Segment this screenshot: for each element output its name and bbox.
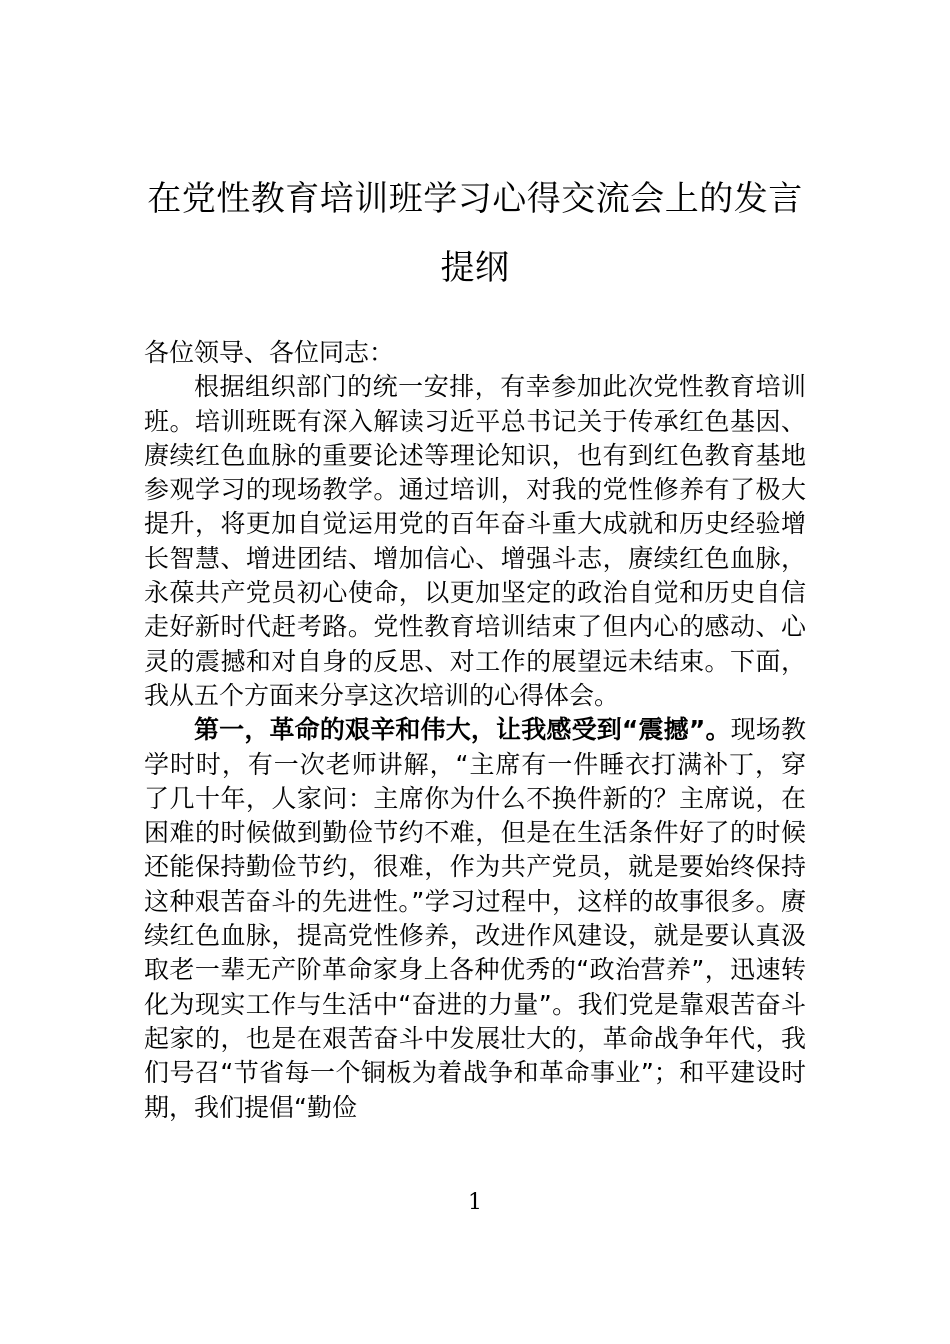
- salutation: 各位领导、各位同志：: [144, 338, 395, 367]
- paragraph-intro: 根据组织部门的统一安排，有幸参加此次党性教育培训班。培训班既有深入解读习近平总书记关于传承红色基因、赓续红色血脉的重要论述等理论知识，也有到红色教育基地参观学习的现场教学。通过培训，对我的党性修养有了极大提升，将更加自觉运用党的百年奋斗重大成就和历史经验增长智慧、增进团结、增加信心、增强斗志，赓续红色血脉，永葆共产党员初心使命，以更加坚定的政治自觉和历史自信走好新时代赶考路。党性教育培训结束了但内心的感动、心灵的震撼和对自身的反思、对工作的展望远未结束。下面，我从五个方面来分享这次培训的心得体会。: [144, 372, 806, 710]
- document-body: [144, 336, 806, 1125]
- paragraph-lead-heading: 第一，革命的艰辛和伟大，让我感受到“震撼”。: [194, 715, 731, 745]
- document-title: 在党性教育培训班学习心得交流会上的发言提纲: [147, 179, 803, 288]
- paragraph-first-point: [144, 713, 806, 1125]
- paragraph-first-point-body: 现场教学时时，有一次老师讲解，“主席有一件睡衣打满补丁，穿了几十年，人家问：主席你为什么不换件新的？主席说，在困难的时候做到勤俭节约不难，但是在生活条件好了的时候还能保持勤俭节约，很难，作为共产党员，就是要始终保持这种艰苦奋斗的先进性。”学习过程中，这样的故事很多。赓续红色血脉，提高党性修养，改进作风建设，就是要认真汲取老一辈无产阶革命家身上各种优秀的“政治营养”，迅速转化为现实工作与生活中“奋进的力量”。我们党是靠艰苦奋斗起家的，也是在艰苦奋斗中发展壮大的，革命战争年代，我们号召“节省每一个铜板为着战争和革命事业”；和平建设时期，我们提倡“勤俭: [144, 715, 806, 1122]
- page-number: 1: [468, 1190, 482, 1215]
